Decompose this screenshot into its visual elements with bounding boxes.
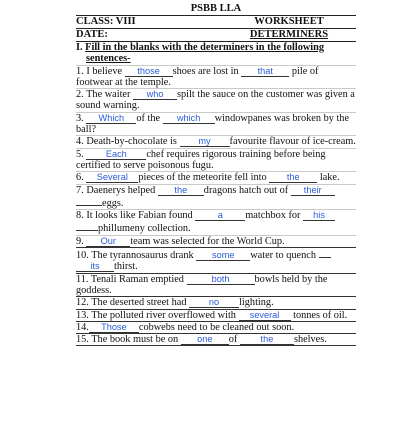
question-number: 8. [76, 210, 84, 222]
question-number: 6. [76, 172, 84, 184]
question-number: 14. [76, 321, 89, 333]
question-text: of [228, 334, 240, 346]
question-text: shoes are lost in [172, 65, 242, 77]
answer-blank[interactable]: Our [86, 236, 130, 247]
answer-blank[interactable]: one [181, 334, 229, 345]
answer-blank[interactable]: those [125, 66, 173, 77]
answer-blank[interactable]: several [239, 310, 291, 321]
answer-blank[interactable]: the [158, 185, 204, 196]
question-text: of the [136, 112, 163, 124]
question-number: 3. [76, 112, 84, 124]
question-4 [76, 135, 356, 147]
answer-blank[interactable]: my [180, 136, 230, 147]
question-number: 4. [76, 136, 84, 148]
blank-line [76, 196, 102, 206]
question-15 [76, 333, 356, 346]
instruction-text: Fill in the blanks with the determiners in the following sentences- [85, 42, 325, 65]
answer-blank[interactable]: which [163, 113, 215, 124]
question-9 [76, 235, 356, 247]
question-1 [76, 65, 356, 89]
question-text: I believe [86, 65, 125, 77]
answer-blank[interactable]: the [240, 334, 294, 345]
doc-type: WORKSHEET [254, 16, 324, 27]
question-text: thirst. [114, 261, 138, 273]
answer-blank[interactable]: some [196, 250, 250, 261]
question-text: team was selected for the World Cup. [130, 235, 285, 247]
question-11 [76, 273, 356, 297]
answer-blank[interactable]: his [303, 210, 335, 221]
question-text: spilt the sauce on the customer was given a sound warning. [76, 89, 355, 112]
answer-blank[interactable]: who [133, 89, 177, 100]
question-text: The tyrannosaurus drank [91, 250, 197, 262]
question-13 [76, 309, 356, 321]
question-6 [76, 171, 356, 183]
question-text: lake. [319, 172, 340, 184]
question-text: dragons hatch out of [203, 184, 291, 196]
question-number: 13. [76, 309, 89, 321]
answer-blank[interactable]: their [291, 185, 335, 196]
question-text: cobwebs need to be cleaned out soon. [138, 321, 295, 333]
date-label: DATE: [76, 29, 108, 40]
class-label: CLASS: VIII [76, 16, 136, 27]
school-name: PSBB LLA [190, 3, 242, 14]
question-2 [76, 88, 356, 112]
instruction-number: I. [76, 42, 83, 53]
blank-line [76, 221, 98, 231]
question-text: windowpanes was broken by the ball? [76, 112, 350, 136]
answer-blank[interactable]: Which [86, 113, 136, 124]
question-7 [76, 184, 356, 210]
question-12 [76, 296, 356, 308]
question-8 [76, 209, 356, 235]
question-text: pile of footwear at the temple. [76, 65, 319, 88]
question-text: bowls held by the goddess. [76, 273, 328, 296]
answer-blank[interactable]: both [187, 274, 255, 285]
question-number: 2. [76, 89, 84, 101]
question-number: 1. [76, 65, 84, 77]
question-14 [76, 321, 356, 333]
question-number: 7. [76, 184, 84, 196]
answer-blank[interactable]: Each [86, 149, 146, 160]
question-number: 12. [76, 297, 89, 309]
instruction [76, 42, 356, 65]
question-text: The book must be on [91, 334, 181, 346]
question-text: Daenerys helped [86, 184, 158, 196]
answer-blank[interactable]: a [195, 210, 245, 221]
answer-blank[interactable]: no [189, 297, 239, 308]
question-text: favourite flavour of ice-cream. [229, 136, 356, 148]
date-row [76, 28, 356, 42]
question-number: 11. [76, 273, 89, 285]
question-number: 10. [76, 250, 89, 262]
question-text: The waiter [86, 89, 134, 101]
question-number: 9. [76, 235, 84, 247]
question-text: The polluted river overflowed with [91, 309, 239, 321]
question-text: Death-by-chocolate is [86, 136, 180, 148]
question-text: lighting. [239, 297, 274, 309]
question-text: eggs. [102, 197, 124, 209]
answer-blank[interactable]: that [241, 66, 289, 77]
question-10 [76, 247, 356, 273]
question-number: 15. [76, 334, 89, 346]
question-number: 5. [76, 148, 84, 160]
topic-title: DETERMINERS [249, 29, 329, 40]
answer-blank[interactable]: Several [86, 172, 138, 183]
class-row [76, 15, 356, 28]
question-5 [76, 148, 356, 172]
question-text: pieces of the meteorite fell into [138, 172, 270, 184]
question-text: matchbox for [245, 210, 304, 222]
question-text: The deserted street had [91, 297, 190, 309]
answer-blank[interactable]: Those [89, 322, 139, 333]
answer-blank[interactable]: its [76, 261, 114, 272]
question-text: shelves. [293, 334, 327, 346]
question-text: chef requires rigorous training before being certified to serve poisonous fugu. [76, 148, 326, 171]
question-text: phillumeny collection. [98, 223, 191, 235]
question-text: tonnes of oil. [293, 309, 348, 321]
blank-line [319, 248, 331, 258]
answer-blank[interactable]: the [269, 172, 317, 183]
question-3 [76, 112, 356, 136]
question-text: Tenali Raman emptied [90, 273, 187, 285]
question-text: It looks like Fabian found [86, 210, 196, 222]
question-text: water to quench [250, 250, 319, 262]
